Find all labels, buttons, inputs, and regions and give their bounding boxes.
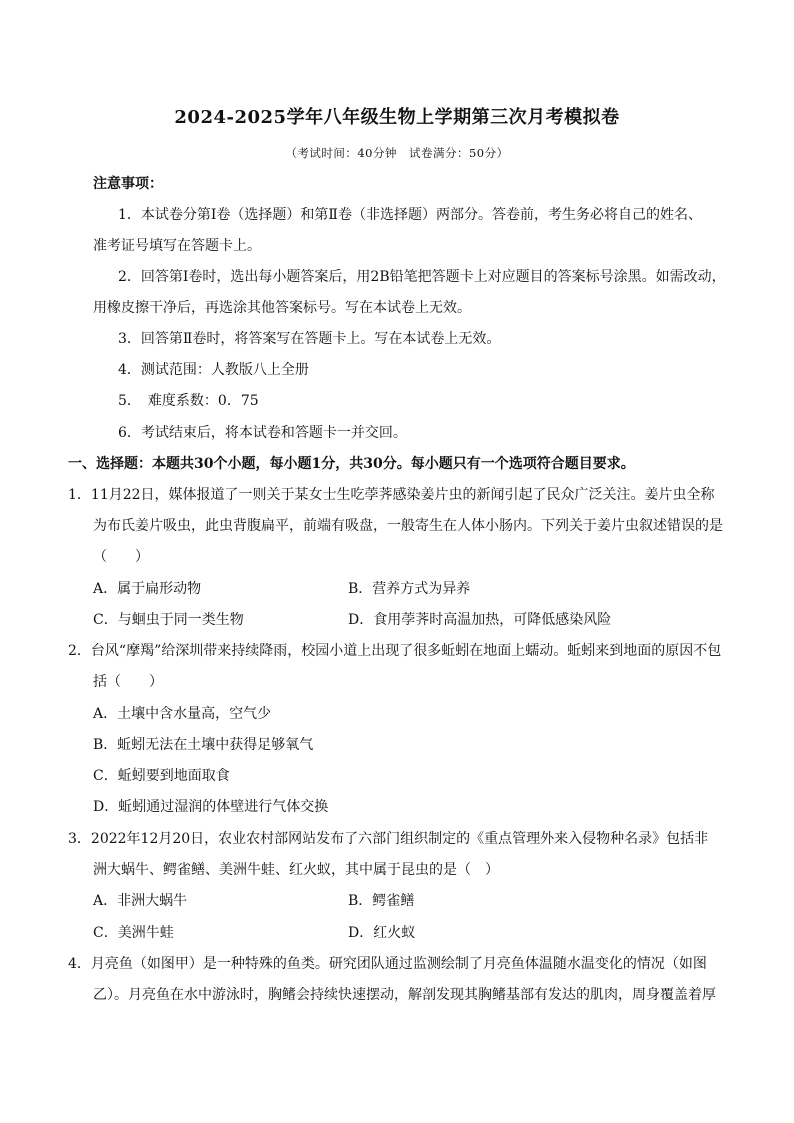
notice-item-2-line-2: 用橡皮擦干净后，再选涂其他答案标号。写在本试卷上无效。 xyxy=(93,300,471,316)
exam-subtitle: （考试时间：40分钟 试卷满分：50分） xyxy=(285,146,509,160)
q1-stem-line-2: 为布氏姜片吸虫，此虫背腹扁平，前端有吸盘，一般寄生在人体小肠内。下列关于姜片虫叙述错误的是 xyxy=(93,518,723,534)
q3-option-d: D．红火蚁 xyxy=(348,925,416,941)
notice-item-6: 6．考试结束后，将本试卷和答题卡一并交回。 xyxy=(118,425,407,441)
q2-option-d: D．蚯蚓通过湿润的体壁进行气体交换 xyxy=(93,799,329,815)
notice-item-3: 3．回答第Ⅱ卷时，将答案写在答题卡上。写在本试卷上无效。 xyxy=(118,331,501,347)
notice-item-1-line-2: 准考证号填写在答题卡上。 xyxy=(93,238,261,254)
q1-stem-line-3: （ ） xyxy=(93,549,149,565)
q1-option-b: B．营养方式为异养 xyxy=(348,581,471,597)
notice-item-5: 5． 难度系数：0．75 xyxy=(118,393,259,409)
q3-stem-line-2: 洲大蜗牛、鳄雀鳝、美洲牛蛙、红火蚁，其中属于昆虫的是（ ） xyxy=(93,862,499,878)
q2-stem-line-2: 括（ ） xyxy=(93,674,163,690)
notice-item-1-line-1: 1．本试卷分第Ⅰ卷（选择题）和第Ⅱ卷（非选择题）两部分。答卷前，考生务必将自己的姓名、 xyxy=(118,207,702,223)
q3-option-c: C．美洲牛蛙 xyxy=(93,925,174,941)
q1-option-c: C．与蛔虫于同一类生物 xyxy=(93,612,244,628)
q2-option-a: A．土壤中含水量高，空气少 xyxy=(93,706,272,722)
q3-stem-line-1: 3．2022年12月20日，农业农村部网站发布了六部门组织制定的《重点管理外来入侵物种名录》包括非 xyxy=(68,831,709,847)
exam-title: 2024-2025学年八年级生物上学期第三次月考模拟卷 xyxy=(174,107,620,128)
q2-option-c: C．蚯蚓要到地面取食 xyxy=(93,768,230,784)
q4-stem-line-2: 乙）。月亮鱼在水中游泳时，胸鳍会持续快速摆动，解剖发现其胸鳍基部有发达的肌肉，周身覆盖着厚 xyxy=(93,987,716,1003)
q3-option-b: B．鳄雀鳝 xyxy=(348,893,415,909)
section-1-heading: 一、选择题：本题共30个小题，每小题1分，共30分。每小题只有一个选项符合题目要求。 xyxy=(68,456,635,472)
q1-option-d: D．食用荸荠时高温加热，可降低感染风险 xyxy=(348,612,612,628)
q3-option-a: A．非洲大蜗牛 xyxy=(93,893,188,909)
q4-stem-line-1: 4．月亮鱼（如图甲）是一种特殊的鱼类。研究团队通过监测绘制了月亮鱼体温随水温变化的情况（如图 xyxy=(68,956,707,972)
q2-stem-line-1: 2．台风“摩羯”给深圳带来持续降雨，校园小道上出现了很多蚯蚓在地面上蠕动。蚯蚓来到地面的原因不包 xyxy=(68,643,722,659)
q2-option-b: B．蚯蚓无法在土壤中获得足够氧气 xyxy=(93,737,314,753)
notice-item-4: 4．测试范围：人教版八上全册 xyxy=(118,362,309,378)
notice-item-2-line-1: 2．回答第Ⅰ卷时，选出每小题答案后，用2B铅笔把答题卡上对应题目的答案标号涂黑。如需改动， xyxy=(118,269,726,285)
notice-heading: 注意事项： xyxy=(93,176,163,192)
q1-stem-line-1: 1．11月22日，媒体报道了一则关于某女士生吃荸荠感染姜片虫的新闻引起了民众广泛关注。姜片虫全称 xyxy=(68,487,715,503)
q1-option-a: A．属于扁形动物 xyxy=(93,581,202,597)
